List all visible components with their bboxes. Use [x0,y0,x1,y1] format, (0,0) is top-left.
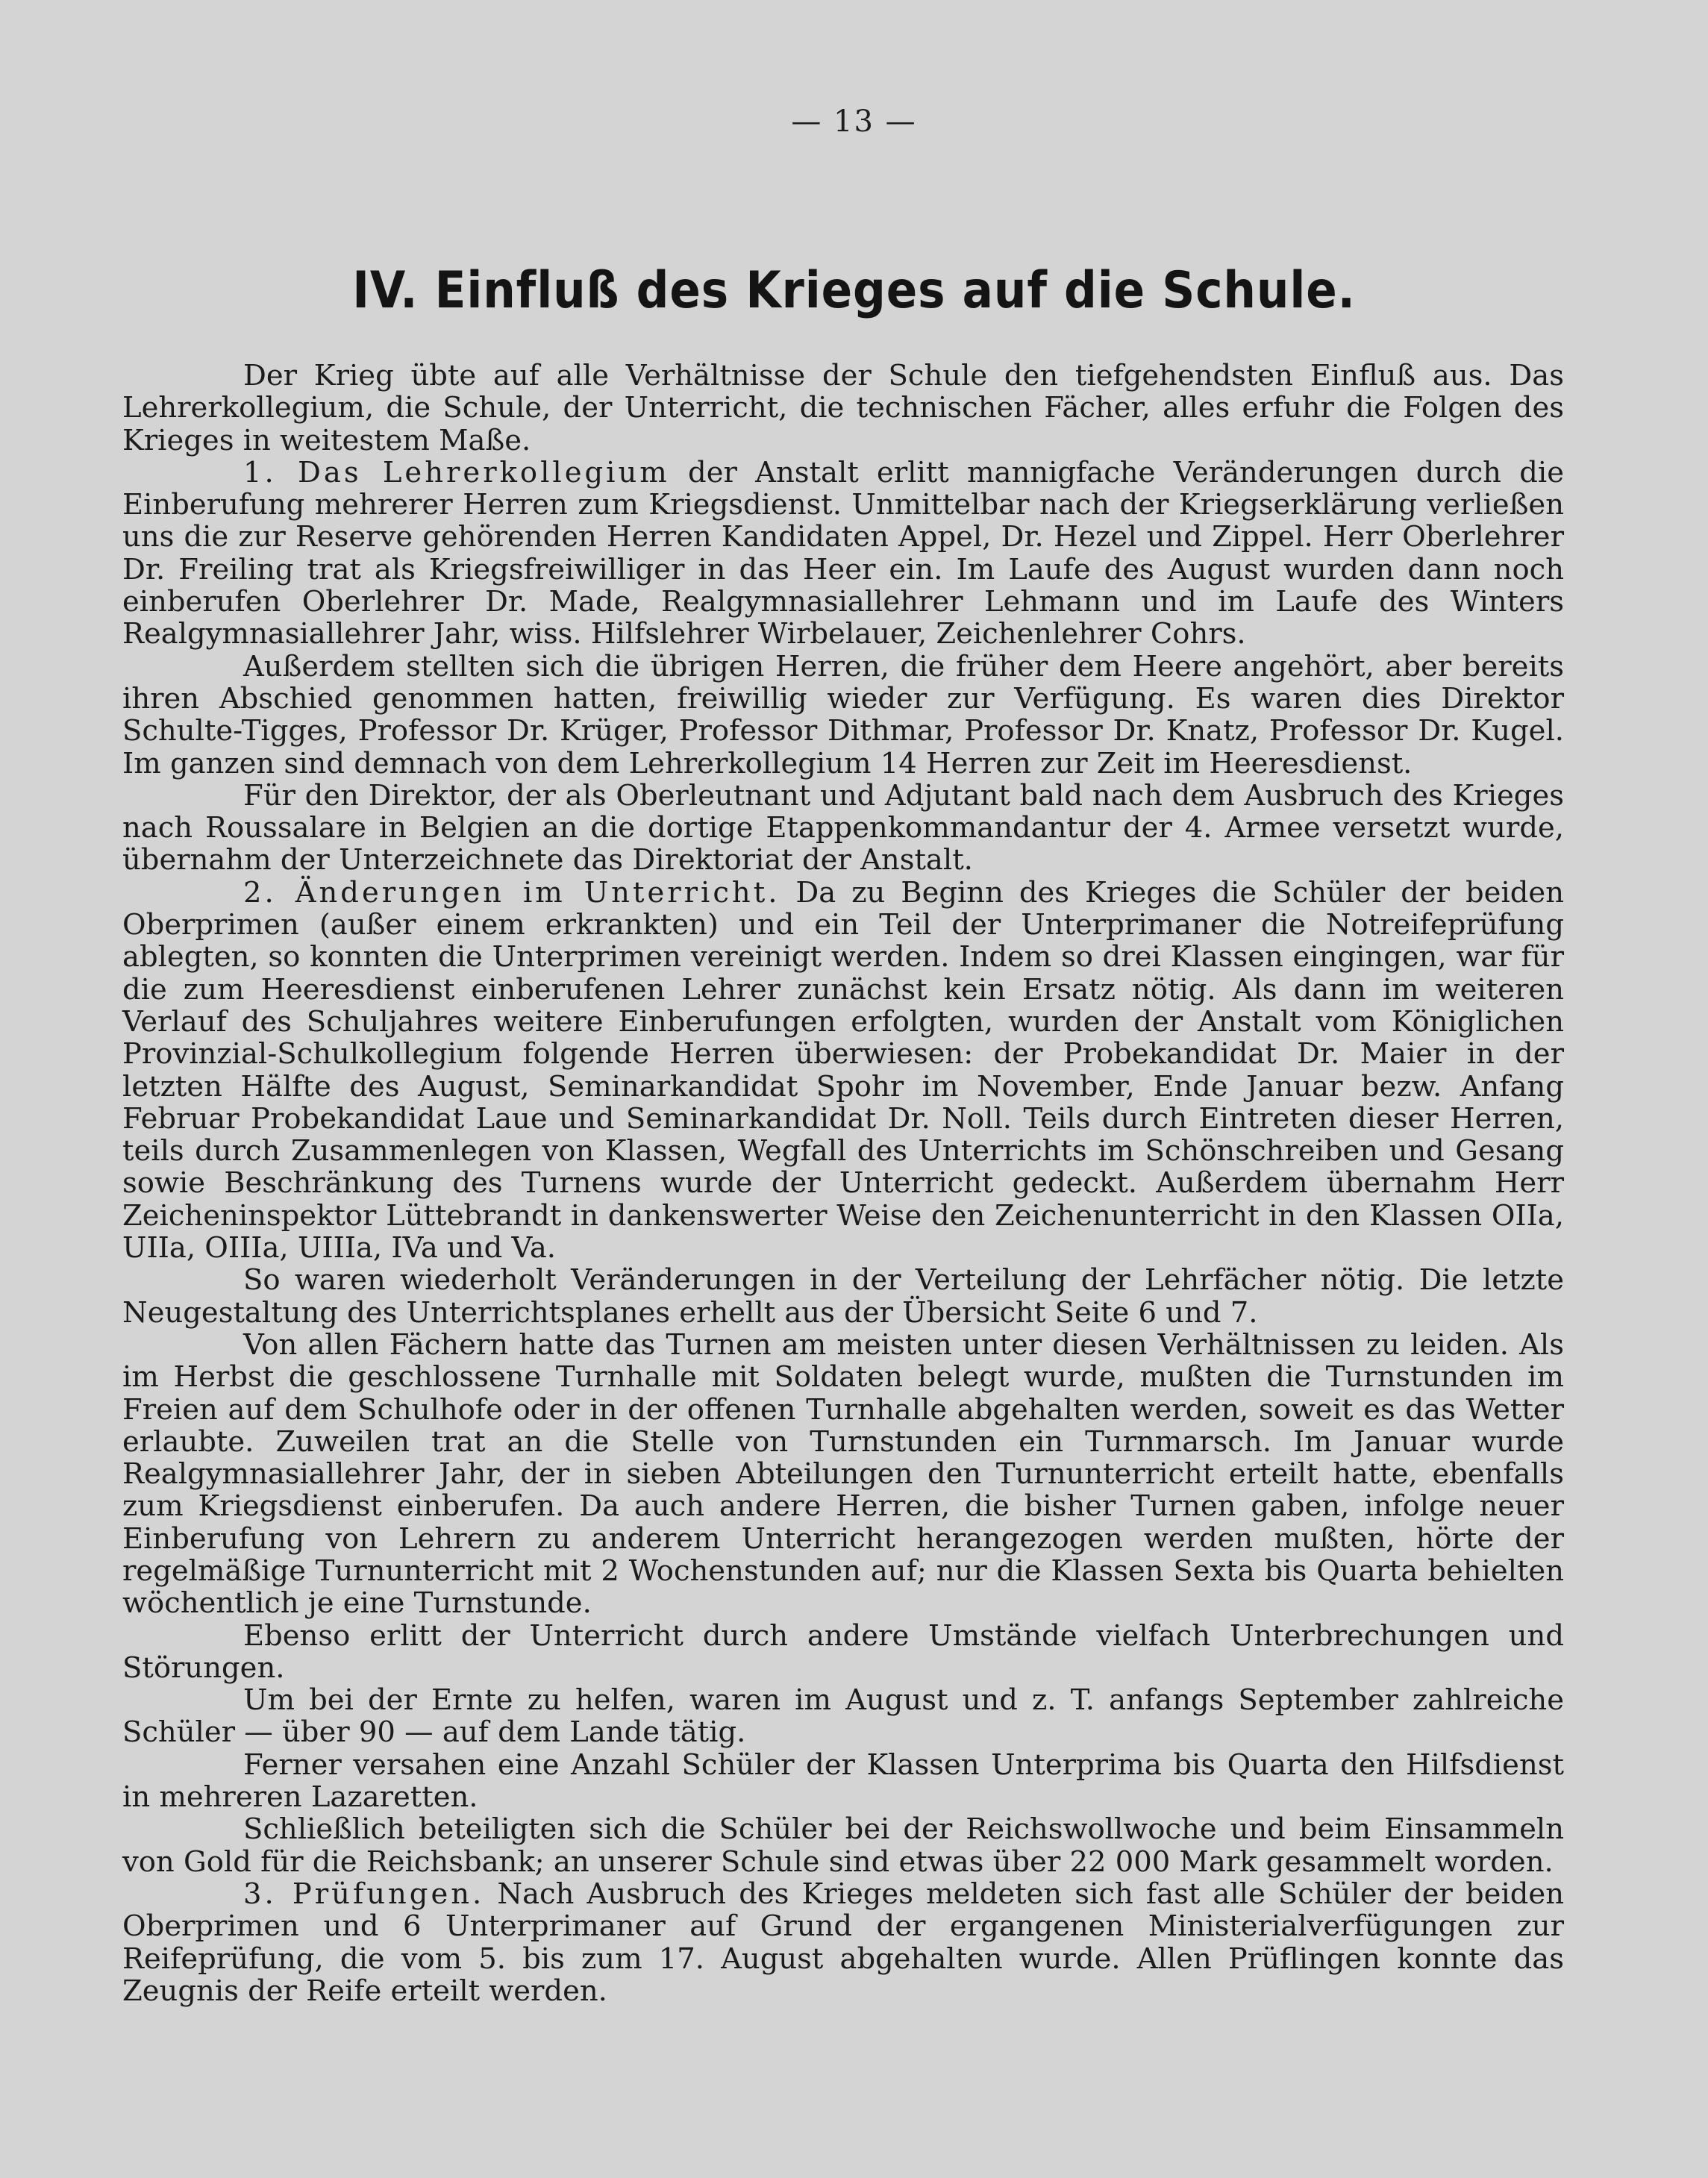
paragraph [122,457,1564,651]
paragraph-text: Ebenso erlitt der Unterricht durch andere Umstände vielfach Unterbrechungen und Störungen. [122,1618,1564,1685]
paragraph-text: Um bei der Ernte zu helfen, waren im August und z. T. anfangs September zahlreiche Schüler — über 90 — auf dem Lande tätig. [122,1683,1564,1750]
paragraph [122,360,1564,457]
paragraph [122,1749,1564,1814]
paragraph-text: Da zu Beginn des Krieges die Schüler der beiden Oberprimen (außer einem erkrankten) und ein Teil der Unterprimaner die Notreifeprüfung ablegten, so konnten die Unterprimen vereinigt werden. Indem so drei Klassen eingingen, war für die zum Heeresdienst einberufenen Lehrer zunächst kein Ersatz nötig. Als dann im weiteren Verlauf des Schuljahres weitere Einberufungen erfolgten, wurden der Anstalt vom Königlichen Provinzial-Schulkollegium folgende Herren überwiesen: der Probekandidat Dr. Maier in der letzten Hälfte des August, Seminarkandidat Spohr im November, Ende Januar bezw. Anfang Februar Probekandidat Laue und Seminarkandidat Dr. Noll. Teils durch Eintreten dieser Herren, teils durch Zusammenlegen von Klassen, Wegfall des Unterrichts im Schönschreiben und Gesang sowie Beschränkung des Turnens wurde der Unterricht gedeckt. Außerdem übernahm Herr Zeicheninspektor Lüttebrandt in dankenswerter Weise den Zeichenunterricht in den Klassen OIIa, UIIa, OIIIa, UIIIa, IVa und Va. [122,875,1564,1265]
paragraph-text: So waren wiederholt Veränderungen in der Verteilung der Lehrfächer nötig. Die letzte Neugestaltung des Unterrichtsplanes erhellt aus der Übersicht Seite 6 und 7. [122,1263,1564,1330]
paragraph [122,651,1564,780]
paragraph-lead: 1. Das Lehrerkollegium [243,455,670,489]
paragraph [122,877,1564,1265]
paragraph-text: Von allen Fächern hatte das Turnen am meisten unter diesen Verhältnissen zu leiden. Als im Herbst die geschlossene Turnhalle mit Soldaten belegt wurde, mußten die Turnstunden im Freien auf dem Schulhofe oder in der offenen Turnhalle abgehalten werden, soweit es das Wetter erlaubte. Zuweilen trat an die Stelle von Turnstunden ein Turnmarsch. Im Januar wurde Realgymnasiallehrer Jahr, der in sieben Abteilungen den Turnunterricht erteilt hatte, ebenfalls zum Kriegsdienst einberufen. Da auch andere Herren, die bisher Turnen gaben, infolge neuer Einberufung von Lehrern zu anderem Unterricht herangezogen werden mußten, hörte der regelmäßige Turnunterricht mit 2 Wochenstunden auf; nur die Klassen Sexta bis Quarta behielten wöchentlich je eine Turnstunde. [122,1327,1564,1621]
paragraph-text: Schließlich beteiligten sich die Schüler bei der Reichswollwoche und beim Einsammeln von Gold für die Reichsbank; an unserer Schule sind etwas über 22 000 Mark gesammelt worden. [122,1812,1564,1879]
paragraph-text: Der Krieg übte auf alle Verhältnisse der Schule den tiefgehendsten Einfluß aus. Das Lehrerkollegium, die Schule, der Unterricht, die technischen Fächer, alles erfuhr die Folgen des Krieges in weitestem Maße. [122,359,1564,457]
paragraph-lead: 2. Änderungen im Unterricht. [243,875,781,910]
paragraph [122,1813,1564,1878]
paragraph-text: Nach Ausbruch des Krieges meldeten sich fast alle Schüler der beiden Oberprimen und 6 Unterprimaner auf Grund der ergangenen Ministerialverfügungen zur Reifeprüfung, die vom 5. bis zum 17. August abgehalten wurde. Allen Prüflingen konnte das Zeugnis der Reife erteilt werden. [122,1877,1564,2008]
paragraph [122,1329,1564,1620]
paragraph [122,1684,1564,1749]
paragraph [122,780,1564,877]
paragraph-lead: 3. Prüfungen. [243,1877,485,1911]
paragraph [122,1620,1564,1685]
page-number: — 13 — [791,104,917,139]
paragraph [122,1264,1564,1329]
paragraph [122,1878,1564,2007]
paragraph-text: Für den Direktor, der als Oberleutnant und Adjutant bald nach dem Ausbruch des Krieges nach Roussalare in Belgien an die dortige Etappenkommandantur der 4. Armee versetzt wurde, übernahm der Unterzeichnete das Direktoriat der Anstalt. [122,778,1564,877]
section-heading: IV. Einfluß des Krieges auf die Schule. [352,261,1356,320]
body-text [122,360,1564,2007]
paragraph-text: Außerdem stellten sich die übrigen Herren, die früher dem Heere angehört, aber bereits ihren Abschied genommen hatten, freiwillig wieder zur Verfügung. Es waren dies Direktor Schulte-Tigges, Professor Dr. Krüger, Professor Dithmar, Professor Dr. Knatz, Professor Dr. Kugel. Im ganzen sind demnach von dem Lehrerkollegium 14 Herren zur Zeit im Heeresdienst. [122,649,1564,780]
paragraph-text: Ferner versahen eine Anzahl Schüler der Klassen Unterprima bis Quarta den Hilfsdienst in mehreren Lazaretten. [122,1747,1564,1815]
paragraph-text: der Anstalt erlitt mannigfache Veränderungen durch die Einberufung mehrerer Herren zum Kriegsdienst. Unmittelbar nach der Kriegserklärung verließen uns die zur Reserve gehörenden Herren Kandidaten Appel, Dr. Hezel und Zippel. Herr Oberlehrer Dr. Freiling trat als Kriegsfreiwilliger in das Heer ein. Im Laufe des August wurden dann noch einberufen Oberlehrer Dr. Made, Realgymnasiallehrer Lehmann und im Laufe des Winters Realgymnasiallehrer Jahr, wiss. Hilfslehrer Wirbelauer, Zeichenlehrer Cohrs. [122,455,1564,651]
